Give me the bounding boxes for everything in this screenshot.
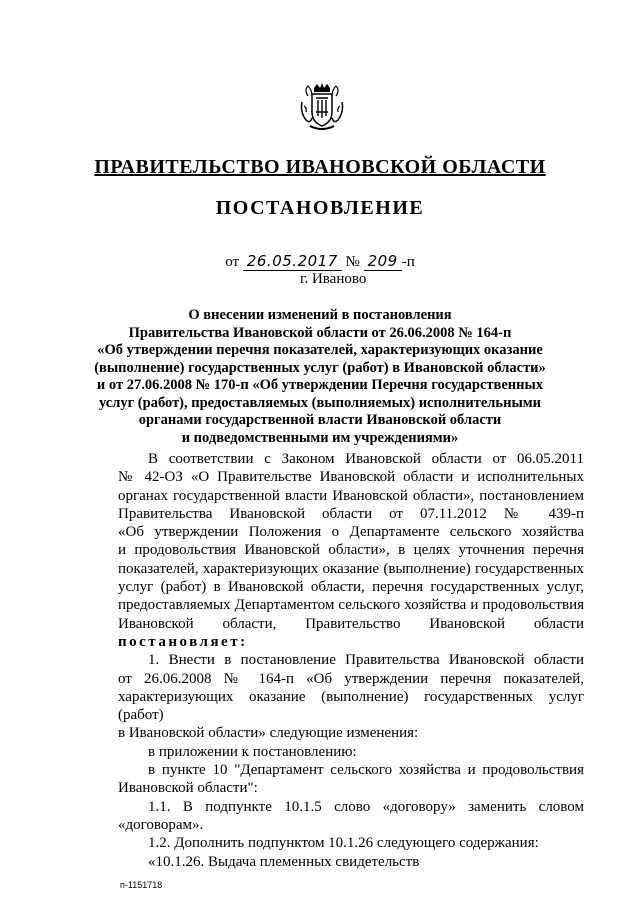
city: г. Иваново [300,271,367,287]
title-line: О внесении изменений в постановления [188,307,452,323]
title-line: Правительства Ивановской области от 26.06.2008 № 164-п [128,324,512,341]
title-line: услуг (работ), предоставляемых (выполняемых) исполнительными [98,394,542,411]
body-line: 1.1. В подпункте 10.1.5 слово «договору» заменить словом [148,798,584,815]
body-line: услуг (работ) в Ивановской области, перечня государственных услуг, [118,579,584,596]
date-prefix: от [225,254,240,270]
government-name: ПРАВИТЕЛЬСТВО ИВАНОВСКОЙ ОБЛАСТИ [94,156,546,178]
footer-code: п-1151718 [120,880,163,890]
body-line: и продовольствия Ивановской области», в целях уточнения перечня [118,542,584,559]
title-line: «Об утверждении перечня показателей, характеризующих оказание [97,342,543,358]
coat-of-arms-icon [298,82,346,132]
body-line: показателей, характеризующих оказание (выполнение) государственных [118,560,584,577]
body-line: предоставляемых Департаментом сельского хозяйства и продовольствия [118,597,584,614]
resolves-word: постановляет: [118,633,248,650]
title-line: и от 27.06.2008 № 170-п «Об утверждении Перечня государственных [96,377,544,393]
body-line: Правительства Ивановской области от 07.11.2012 № 439-п [118,505,584,522]
title-line: (выполнение) государственных услуг (работ) в Ивановской области» [94,359,546,376]
body-line: В соответствии с Законом Ивановской области от 06.05.2011 [148,451,584,467]
title-line: и подведомственными им учреждениями» [181,429,459,446]
body-line: «10.1.26. Выдача племенных свидетельств [148,853,420,870]
body-line: органах государственной власти Ивановской области», постановлением [118,487,584,504]
body-line: в пункте 10 "Департамент сельского хозяйства и продовольствия [148,762,584,779]
document-body [118,450,584,871]
date-number-line [0,252,640,271]
body-line: от 26.06.2008 № 164-п «Об утверждении перечня показателей, [118,670,584,687]
number-suffix: -п [401,254,415,270]
document-title [0,307,640,447]
document-type: ПОСТАНОВЛЕНИЕ [215,197,425,219]
body-line: Ивановской области": [118,780,258,797]
number-sign: № [345,254,360,270]
body-line: «договорам». [118,816,204,833]
body-line: «Об утверждении Положения о Департаменте сельского хозяйства [118,524,584,541]
title-line: органами государственной власти Ивановской области [138,412,502,428]
body-line: 1. Внести в постановление Правительства Ивановской области [148,652,584,669]
document-number: 209 [364,252,402,271]
body-line: 1.2. Дополнить подпунктом 10.1.26 следующего содержания: [148,835,539,852]
body-line: в приложении к постановлению: [148,743,357,760]
body-line: № 42-ОЗ «О Правительстве Ивановской области и исполнительных [118,469,584,486]
coat-of-arms-emblem [298,82,346,132]
body-line: характеризующих оказание (выполнение) государственных услуг (работ) [118,688,584,724]
body-line: Ивановской области, Правительство Ивановской области [118,615,584,632]
document-date: 26.05.2017 [243,252,342,271]
body-line: в Ивановской области» следующие изменения: [118,725,419,742]
